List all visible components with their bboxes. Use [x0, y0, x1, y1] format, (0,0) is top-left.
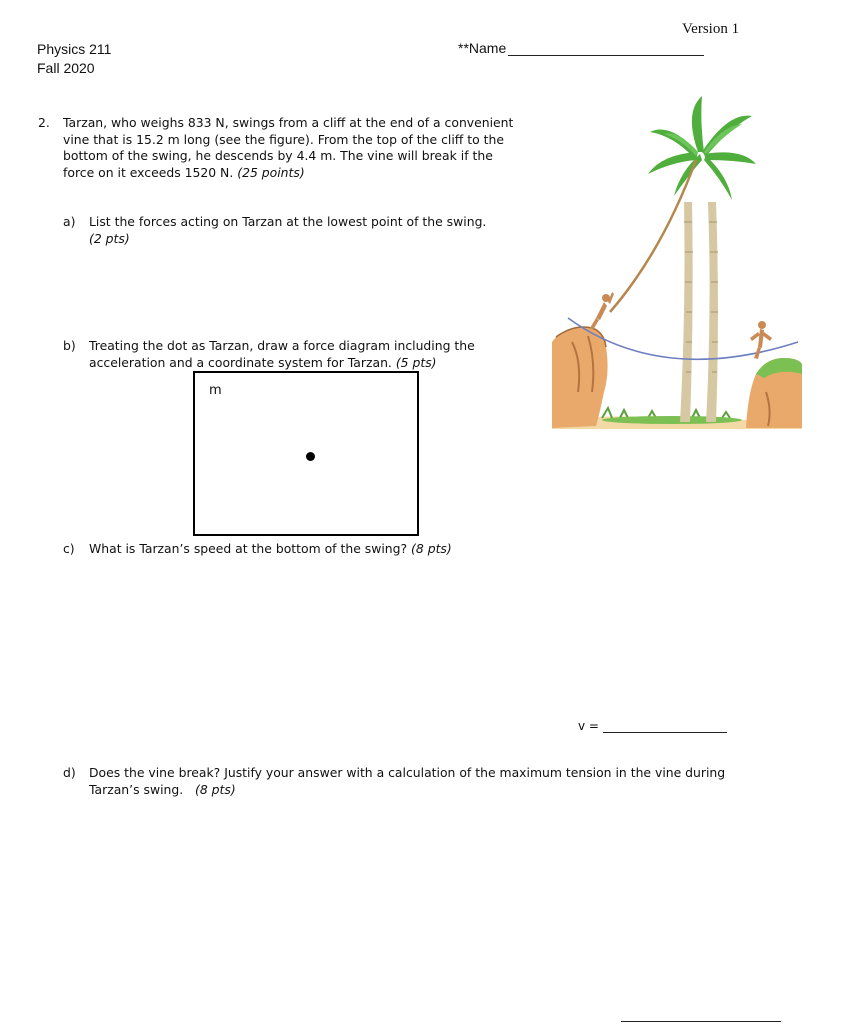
v-blank-line[interactable]	[603, 722, 727, 733]
name-label: **Name	[458, 40, 507, 56]
part-c-letter: c)	[63, 541, 75, 556]
question-stem	[63, 115, 525, 181]
question-points: (25 points)	[237, 164, 305, 180]
part-d-points: (8 pts)	[195, 781, 236, 797]
part-a-letter: a)	[63, 214, 76, 229]
tarzan-swing-figure	[552, 92, 802, 437]
part-b-text: Treating the dot as Tarzan, draw a force diagram including the acceleration and a coordinate system for Tarzan.	[89, 338, 475, 370]
final-answer-line[interactable]	[621, 1021, 781, 1022]
part-a-points: (2 pts)	[89, 230, 130, 246]
name-field	[458, 40, 704, 56]
part-d-text: Does the vine break? Justify your answer with a calculation of the maximum tension in the vine during Tarzan’s swing.	[89, 765, 726, 797]
version-label: Version 1	[682, 21, 740, 37]
part-d	[89, 765, 749, 798]
tarzan-dot	[306, 452, 315, 461]
part-a	[89, 214, 529, 247]
part-b	[89, 338, 514, 371]
course-term: Fall 2020	[37, 60, 95, 76]
mass-label: m	[209, 383, 222, 398]
part-d-letter: d)	[63, 765, 76, 780]
v-label: v =	[578, 719, 599, 733]
course-info	[37, 40, 111, 78]
part-c-text: What is Tarzan’s speed at the bottom of the swing?	[89, 541, 408, 556]
name-blank-line[interactable]	[508, 42, 704, 56]
question-text: Tarzan, who weighs 833 N, swings from a cliff at the end of a convenient vine that is 15.2 m long (see the figure). From the top of the cliff to the bottom of the swing, he descends by 4.4 m. The vine will break if the force on it exceeds 1520 N.	[63, 115, 514, 180]
part-a-text: List the forces acting on Tarzan at the lowest point of the swing.	[89, 214, 487, 229]
speed-answer-field	[578, 719, 727, 733]
part-b-letter: b)	[63, 338, 76, 353]
course-title: Physics 211	[37, 41, 112, 57]
part-c-points: (8 pts)	[411, 541, 452, 556]
part-c	[89, 541, 569, 558]
part-b-points: (5 pts)	[395, 354, 437, 370]
force-diagram-box[interactable]	[193, 371, 419, 536]
question-number: 2.	[38, 115, 50, 130]
